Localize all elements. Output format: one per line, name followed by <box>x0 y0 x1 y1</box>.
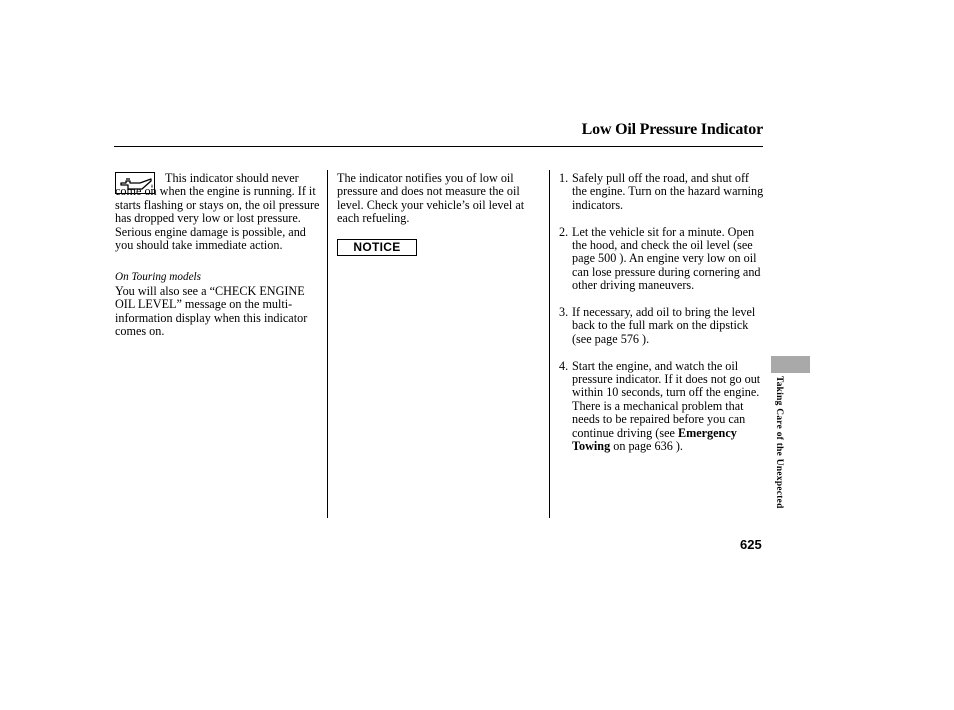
notice-label: NOTICE <box>337 239 417 256</box>
section-label: Taking Care of the Unexpected <box>774 376 784 509</box>
column-divider-2 <box>549 170 550 518</box>
page-title: Low Oil Pressure Indicator <box>581 121 763 138</box>
step-1: 1. Safely pull off the road, and shut off the engine. Turn on the hazard warning indicators. <box>559 171 764 212</box>
column-2 <box>337 172 537 226</box>
step-2: 2. Let the vehicle sit for a minute. Open the hood, and check the oil level (see page 500 ). An engine very low on oil can lose pressure during cornering and other driving maneuvers. <box>559 224 761 293</box>
column-1 <box>115 172 320 338</box>
touring-models-label: On Touring models <box>115 271 201 284</box>
column-3 <box>559 172 764 467</box>
emergency-towing-reference: Emergency Towing <box>572 425 737 454</box>
section-tab <box>771 356 810 373</box>
title-rule <box>114 146 763 147</box>
step-4: 4. Start the engine, and watch the oil pressure indicator. If it does not go out within 10 seconds, turn off the engine. There is a mechanical problem that needs to be repaired before you can continue driving (see Emergency Towing on page 636 ). <box>559 358 761 454</box>
step-3: 3. If necessary, add oil to bring the level back to the full mark on the dipstick (see page 576 ). <box>559 305 756 346</box>
touring-message-text: You will also see a “CHECK ENGINE OIL LEVEL” message on the multi-information display when this indicator comes on. <box>115 283 308 339</box>
column-divider-1 <box>327 170 328 518</box>
indicator-note: The indicator notifies you of low oil pressure and does not measure the oil level. Check your vehicle’s oil level at each refueling. <box>337 171 525 226</box>
procedure-steps <box>559 172 764 453</box>
page-number: 625 <box>740 537 762 552</box>
indicator-description: This indicator should never come on when the engine is running. If it starts flashing or stays on, the oil pressure has dropped very low or lost pressure. Serious engine damage is possible, and you should take immediate action. <box>115 171 320 253</box>
